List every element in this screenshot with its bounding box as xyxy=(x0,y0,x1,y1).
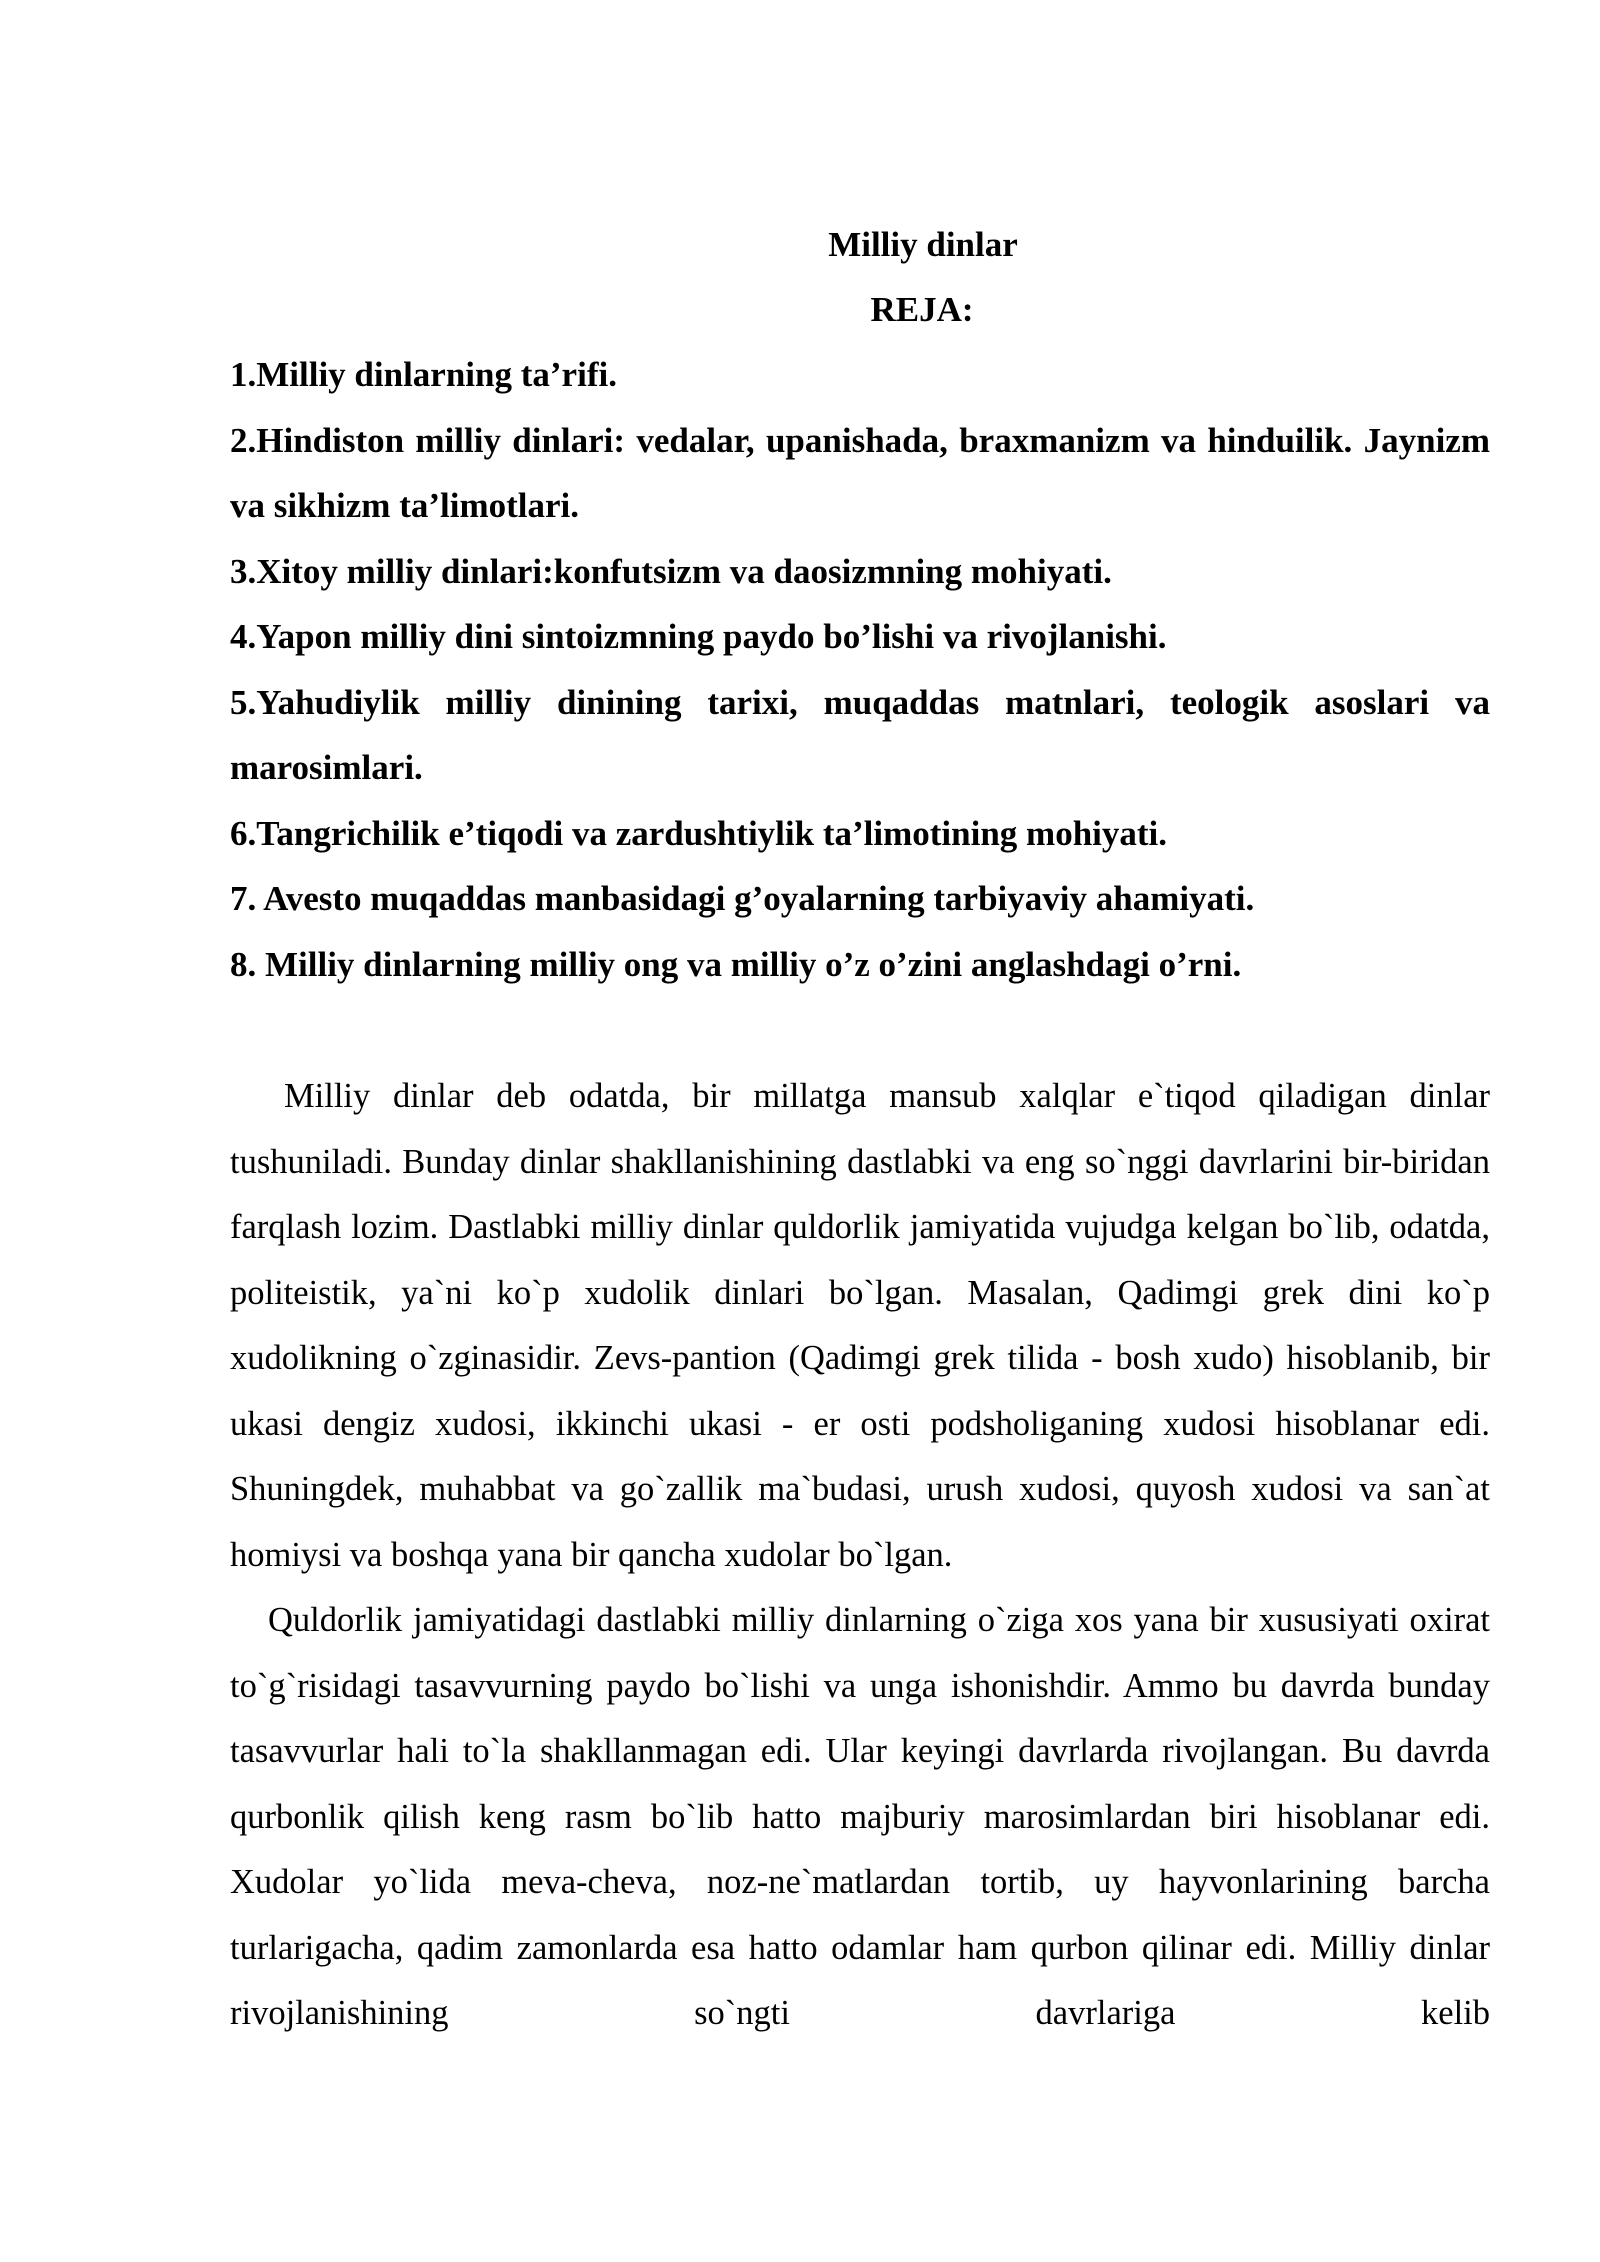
plan-item: 7. Avesto muqaddas manbasidagi g’oyalarning tarbiyaviy ahamiyati. xyxy=(230,879,1255,918)
plan-item: 6.Tangrichilik e’tiqodi va zardushtiylik ta’limotining mohiyati. xyxy=(230,813,1168,853)
plan-heading: REJA: xyxy=(870,290,974,329)
plan-item: 5.Yahudiylik milliy dinining tarixi, muqaddas matnlari, teologik asoslari va marosimlari. xyxy=(230,682,1490,787)
plan-item: 4.Yapon milliy dini sintoizmning paydo bo’lishi va rivojlanishi. xyxy=(230,617,1167,656)
body-paragraph: Quldorlik jamiyatidagi dastlabki milliy dinlarning o`ziga xos yana bir xususiyati oxirat to`g`risidagi tasavvurning paydo bo`lishi va unga ishonishdir. Ammo bu davrda bunday tasavvurlar hali to`la shakllanmagan edi. Ular keyingi davrlarda rivojlangan. Bu davrda qurbonlik qilish keng rasm bo`lib hatto majburiy marosimlardan biri hisoblanar edi. Xudolar yo`lida meva-cheva, noz-ne`matlardan tortib, uy hayvonlarining barcha turlarigacha, qadim zamonlarda esa hatto odamlar ham qurbon qilinar edi. Milliy dinlar rivojlanishining so`ngti davrlariga kelib xyxy=(230,1601,1490,2032)
plan-item: 8. Milliy dinlarning milliy ong va milliy o’z o’zini anglashdagi o’rni. xyxy=(230,944,1242,984)
body-paragraph: Milliy dinlar deb odatda, bir millatga mansub xalqlar e`tiqod qiladigan dinlar tushuniladi. Bunday dinlar shakllanishining dastlabki va eng so`nggi davrlarini bir-biridan farqlash lozim. Dastlabki milliy dinlar quldorlik jamiyatida vujudga kelgan bo`lib, odatda, politeistik, ya`ni ko`p xudolik dinlari bo`lgan. Masalan, Qadimgi grek dini ko`p xudolikning o`zginasidir. Zevs-pantion (Qadimgi grek tilida - bosh xudo) hisoblanib, bir ukasi dengiz xudosi, ikkinchi ukasi - er osti podsholiganing xudosi hisoblanar edi. Shuningdek, muhabbat va go`zallik ma`budasi, urush xudosi, quyosh xudosi va san`at homiysi va boshqa yana bir qancha xudolar bo`lgan. xyxy=(230,1077,1490,1574)
plan-item: 3.Xitoy milliy dinlari:konfutsizm va daosizmning mohiyati. xyxy=(230,551,1112,591)
document-body xyxy=(230,212,1490,2047)
plan-item: 1.Milliy dinlarning ta’rifi. xyxy=(230,355,617,394)
section-spacer xyxy=(230,997,1490,1064)
document-title: Milliy dinlar xyxy=(828,225,1018,264)
plan-item: 2.Hindiston milliy dinlari: vedalar, upanishada, braxmanizm va hinduilik. Jaynizm va sikhizm ta’limotlari. xyxy=(230,420,1490,525)
plan-list xyxy=(230,342,1490,997)
